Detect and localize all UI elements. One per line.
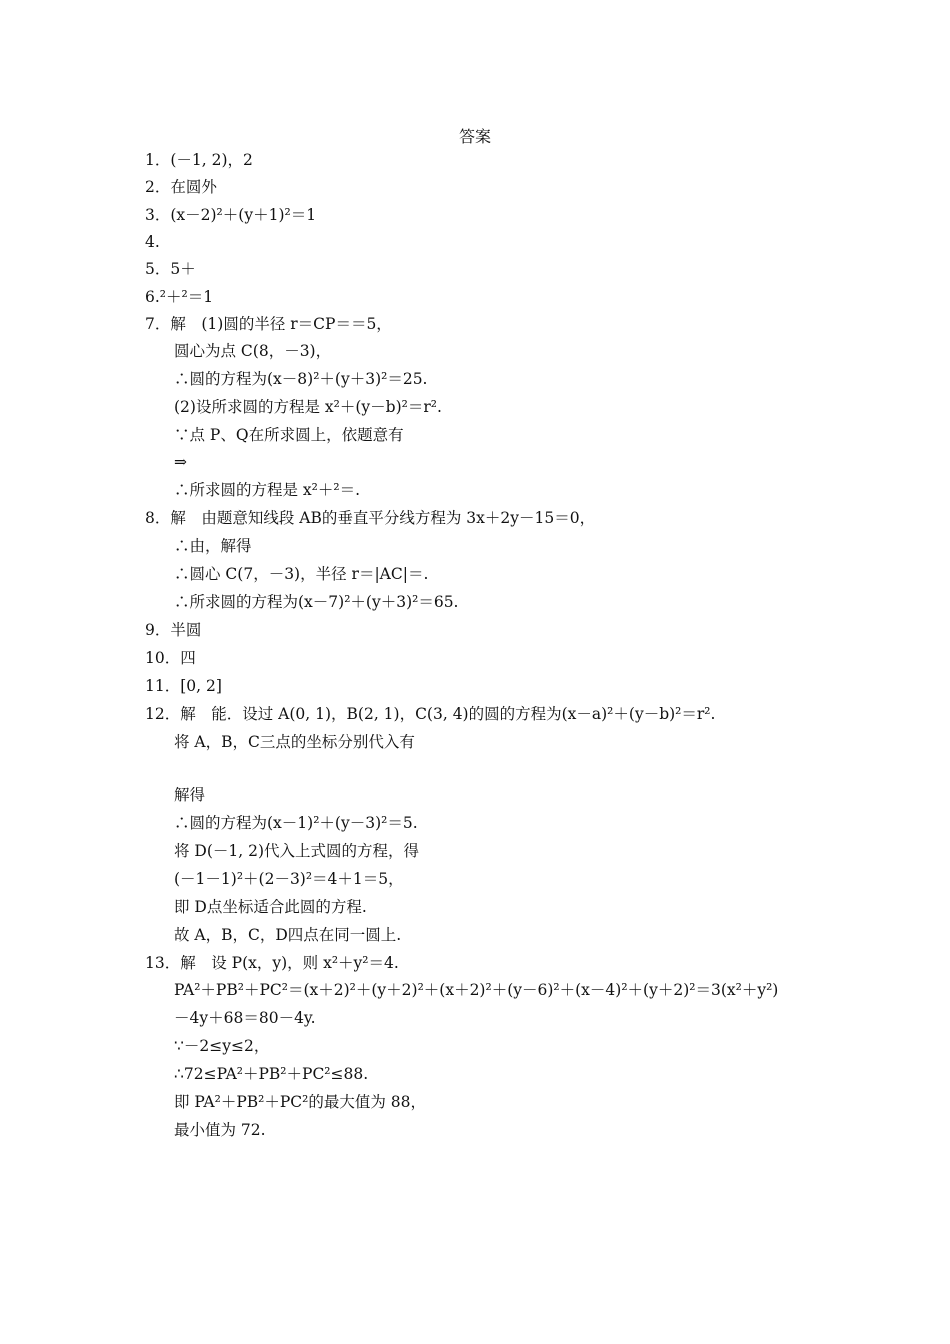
answer-line: ∵－2≤y≤2， [174,1037,270,1055]
answer-line: 即 PA²＋PB²＋PC²的最大值为 88， [174,1093,427,1111]
answer-line: 即 D点坐标适合此圆的方程. [174,898,367,916]
answer-line: 3．(x－2)²＋(y＋1)²＝1 [145,206,317,224]
answer-line: ∵点 P、Q在所求圆上，依题意有 [174,426,404,444]
answer-line: 故 A，B，C，D四点在同一圆上. [174,926,402,944]
answer-line: 6.²＋²＝1 [145,288,214,306]
answer-line: 11．[0, 2] [145,677,222,695]
answer-line: ∴圆心 C(7，－3)，半径 r＝|AC|＝. [174,565,429,583]
answer-line: 圆心为点 C(8，－3)， [174,342,332,360]
answer-line: 5．5＋ [145,260,196,278]
answer-line: 8．解 由题意知线段 AB的垂直平分线方程为 3x＋2y－15＝0， [145,509,596,527]
answer-line: ∴圆的方程为(x－8)²＋(y＋3)²＝25. [174,370,428,388]
answer-line: ∴圆的方程为(x－1)²＋(y－3)²＝5. [174,814,418,832]
answer-line: 2．在圆外 [145,178,217,196]
answer-line: 将 A，B，C三点的坐标分别代入有 [174,733,415,751]
answer-line: (2)设所求圆的方程是 x²＋(y－b)²＝r². [174,398,442,416]
answer-line: 4. [145,233,160,251]
answer-line: 9．半圆 [145,621,202,639]
answer-line: 10．四 [145,649,196,667]
answer-line: 13．解 设 P(x，y)，则 x²＋y²＝4. [145,954,399,972]
answer-line: 7．解 (1)圆的半径 r＝CP＝＝5， [145,315,392,333]
answer-line: ∴所求圆的方程是 x²＋²＝. [174,481,361,499]
answer-line: ∴所求圆的方程为(x－7)²＋(y＋3)²＝65. [174,593,459,611]
document-title: 答案 [458,127,491,146]
answer-line: 将 D(－1, 2)代入上式圆的方程，得 [174,842,420,860]
answer-line: 最小值为 72. [174,1121,266,1139]
answer-line: ⇒ [174,453,187,471]
answer-line: ∴72≤PA²＋PB²＋PC²≤88. [174,1065,369,1083]
answer-line: －4y＋68＝80－4y. [174,1009,316,1027]
answer-line: 1．(－1, 2)，2 [145,151,253,169]
answer-line: (－1－1)²＋(2－3)²＝4＋1＝5， [174,870,404,888]
answer-line: 12．解 能．设过 A(0, 1)，B(2, 1)，C(3, 4)的圆的方程为(x－a)²＋(y－b)²＝r². [145,705,716,723]
answer-line: PA²＋PB²＋PC²＝(x＋2)²＋(y＋2)²＋(x＋2)²＋(y－6)²＋(x－4)²＋(y＋2)²＝3(x²＋y²) [174,981,779,999]
answer-line: ∴由，解得 [174,537,252,555]
answer-line: 解得 [174,786,206,804]
